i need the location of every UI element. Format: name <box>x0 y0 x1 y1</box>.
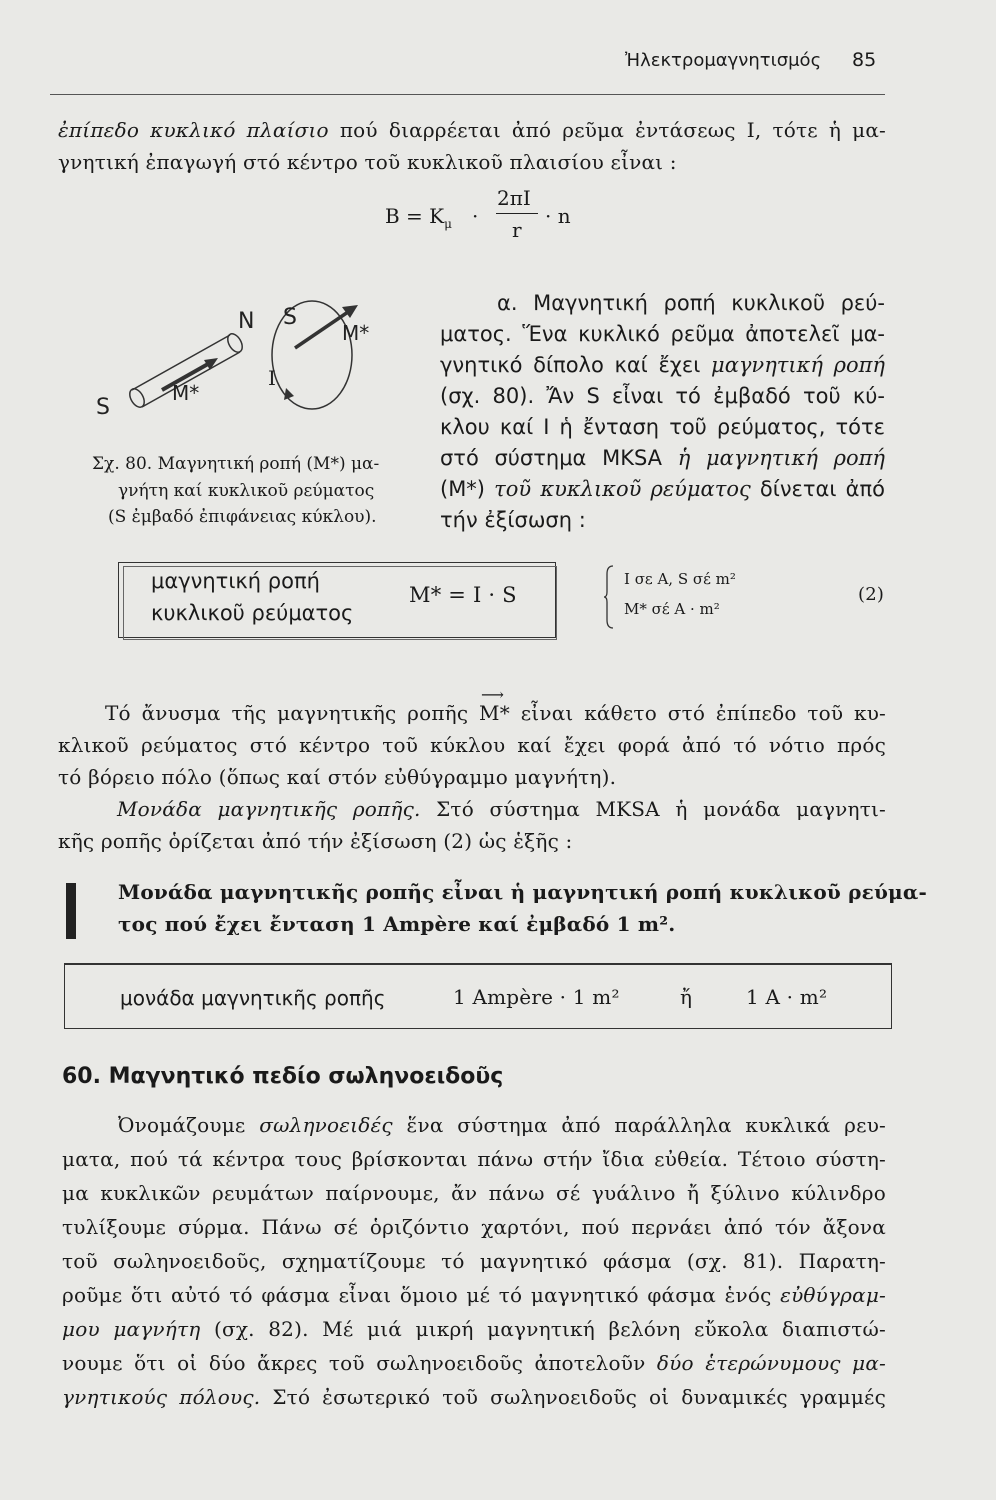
definition-side-rule <box>66 883 76 939</box>
unit-box-value-2: 1 A · m² <box>746 985 828 1009</box>
section-a-l6a: στό σύστημα MKSA <box>440 446 663 470</box>
section-a-line-5: κλου καί I ἡ ἔνταση τοῦ ρεύματος, τότε <box>440 415 885 439</box>
vector-symbol-text: M* <box>479 701 510 725</box>
section-a-line-7 <box>440 477 885 501</box>
definition-line-1: Μονάδα μαγνητικῆς ροπῆς εἶναι ἡ μαγνητική ροπή κυκλικοῦ ρεύμα- <box>118 880 927 904</box>
section-60-l9a: γνητικούς πόλους. <box>62 1385 261 1409</box>
page-number: 85 <box>852 49 877 71</box>
units-brace <box>603 564 617 630</box>
vector-arrow-icon: ⟶ <box>481 685 505 704</box>
equation-label-1: μαγνητική ροπή <box>151 569 320 593</box>
vector-para-l4b: Στό σύστημα MKSA ἡ μονάδα μαγνητι- <box>436 797 886 821</box>
section-a-line-2: ματος. Ἕνα κυκλικό ρεῦμα ἀποτελεῖ μα- <box>440 322 885 346</box>
vector-para-line-1 <box>105 685 887 725</box>
section-60-line-5: τοῦ σωληνοειδοῦς, σχηματίζουμε τό μαγνητικό φάσμα (σχ. 81). Παρατη- <box>62 1249 886 1273</box>
unit-box-label: μονάδα μαγνητικῆς ροπῆς <box>120 986 386 1010</box>
intro-rest: πού διαρρέεται ἀπό ρεῦμα ἐντάσεως I, τότε ἡ μα- <box>339 118 886 142</box>
formula-b-denominator: r <box>512 218 522 242</box>
section-60-l1a: Ὀνομάζουμε <box>118 1113 246 1137</box>
units-line-2: M* σέ A · m² <box>624 600 720 618</box>
formula-b-lhs <box>385 204 452 231</box>
section-60-l7b: (σχ. 82). Μέ μιά μικρή μαγνητική βελόνη εὔκολα διαπιστώ- <box>213 1317 886 1341</box>
equation-formula: M* = I · S <box>409 583 517 607</box>
section-a-line-3 <box>440 353 885 377</box>
section-a-l3a: γνητικό δίπολο καί ἔχει <box>440 353 701 377</box>
formula-b-tail: · n <box>545 204 571 228</box>
section-60-line-3: μα κυκλικῶν ρευμάτων παίρνουμε, ἄν πάνω σέ γυάλινο ἤ ξύλινο κύλινδρο <box>62 1181 886 1205</box>
formula-b-dot: · <box>472 204 479 228</box>
formula-b-numerator: 2πI <box>497 186 531 210</box>
section-60-l7a: μου μαγνήτη <box>62 1317 201 1341</box>
vector-para-l1b: εἶναι κάθετο στό ἐπίπεδο τοῦ κυ- <box>520 701 887 725</box>
section-60-l8a: νουμε ὅτι οἱ δύο ἄκρες τοῦ σωληνοειδοῦς ἀποτελοῦν <box>62 1351 646 1375</box>
figure-caption-3: (S ἐμβαδό ἐπιφάνειας κύκλου). <box>108 507 377 527</box>
section-60-line-2: ματα, πού τά κέντρα τους βρίσκονται πάνω στήν ἴδια εὐθεία. Τέτοιο σύστη- <box>62 1147 886 1171</box>
vector-para-line-4 <box>117 797 886 821</box>
intro-line-2: γνητική ἐπαγωγή στό κέντρο τοῦ κυκλικοῦ πλαισίου εἶναι : <box>58 150 677 174</box>
vector-symbol <box>479 685 510 725</box>
vector-para-l4a: Μονάδα μαγνητικῆς ροπῆς. <box>117 797 421 821</box>
label-s-top: S <box>283 305 297 330</box>
units-line-1: I σε A, S σέ m² <box>624 570 736 588</box>
vector-para-line-5: κῆς ροπῆς ὁρίζεται ἀπό τήν ἐξίσωση (2) ὡς ἑξῆς : <box>58 829 573 853</box>
section-60-line-9 <box>62 1385 886 1409</box>
section-a-l7b: τοῦ κυκλικοῦ ρεύματος <box>494 477 751 501</box>
section-a-l3b: μαγνητική ροπή <box>711 353 886 377</box>
label-i: I <box>268 366 276 390</box>
formula-b-lhs-text: B = K <box>385 204 445 228</box>
unit-box-value-1: 1 Ampère · 1 m² <box>453 985 620 1009</box>
running-title: Ἠλεκτρομαγνητισμός <box>625 50 822 71</box>
section-a-l7c: δίνεται ἀπό <box>759 477 885 501</box>
section-60-line-1 <box>118 1113 886 1137</box>
section-60-l1b: σωληνοειδές <box>259 1113 393 1137</box>
label-n: N <box>238 309 255 334</box>
formula-b-sub: μ <box>444 217 452 231</box>
label-m-top: M* <box>342 321 370 345</box>
section-a-l7a: (M*) <box>440 477 486 501</box>
section-60-l1c: ἕνα σύστημα ἀπό παράλληλα κυκλικά ρευ- <box>406 1113 887 1137</box>
section-a-line-1: α. Μαγνητική ροπή κυκλικοῦ ρεύ- <box>497 291 885 315</box>
section-60-l9b: Στό ἐσωτερικό τοῦ σωληνοειδοῦς οἱ δυναμικές γραμμές <box>272 1385 886 1409</box>
label-m-bottom: M* <box>172 381 200 405</box>
figure-caption-1: Σχ. 80. Μαγνητική ροπή (M*) μα- <box>92 454 380 474</box>
header-rule <box>50 94 885 95</box>
section-a-line-8: τήν ἐξίσωση : <box>440 508 586 532</box>
figure-caption-2: γνήτη καί κυκλικοῦ ρεύματος <box>118 481 375 501</box>
section-a-line-6 <box>440 446 885 470</box>
definition-line-2: τος πού ἔχει ἔνταση 1 Ampère καί ἐμβαδό 1 m². <box>118 912 676 936</box>
vector-para-l1a: Τό ἄνυσμα τῆς μαγνητικῆς ροπῆς <box>105 701 469 725</box>
section-60-line-8 <box>62 1351 886 1375</box>
intro-line-1 <box>58 118 886 142</box>
section-60-heading: 60. Μαγνητικό πεδίο σωληνοειδοῦς <box>62 1064 504 1089</box>
section-a-line-4: (σχ. 80). Ἄν S εἶναι τό ἐμβαδό τοῦ κύ- <box>440 384 885 408</box>
formula-b-fraction-line <box>496 213 538 214</box>
section-60-line-7 <box>62 1317 886 1341</box>
figure-80 <box>80 290 410 440</box>
equation-number: (2) <box>858 584 885 605</box>
section-60-l6b: εὐθύγραμ- <box>780 1283 887 1307</box>
section-a-l6b: ἡ μαγνητική ροπή <box>677 446 885 470</box>
label-s-bottom: S <box>96 395 110 420</box>
section-60-l6a: ροῦμε ὅτι αὐτό τό φάσμα εἶναι ὅμοιο μέ τό μαγνητικό φάσμα ἑνός <box>62 1283 772 1307</box>
section-60-line-6 <box>62 1283 886 1307</box>
unit-box-or: ἤ <box>680 985 693 1009</box>
section-60-l8b: δύο ἑτερώνυμους μα- <box>656 1351 887 1375</box>
section-60-line-4: τυλίξουμε σύρμα. Πάνω σέ ὁριζόντιο χαρτόνι, πού περνάει ἀπό τόν ἄξονα <box>62 1215 886 1239</box>
vector-para-line-3: τό βόρειο πόλο (ὅπως καί στόν εὐθύγραμμο μαγνήτη). <box>58 765 617 789</box>
equation-label-2: κυκλικοῦ ρεύματος <box>151 601 354 625</box>
unit-box-top-rule <box>64 963 892 965</box>
intro-italic: ἐπίπεδο κυκλικό πλαίσιο <box>58 118 329 142</box>
vector-para-line-2: κλικοῦ ρεύματος στό κέντρο τοῦ κύκλου καί ἔχει φορά ἀπό τό νότιο πρός <box>58 733 886 757</box>
